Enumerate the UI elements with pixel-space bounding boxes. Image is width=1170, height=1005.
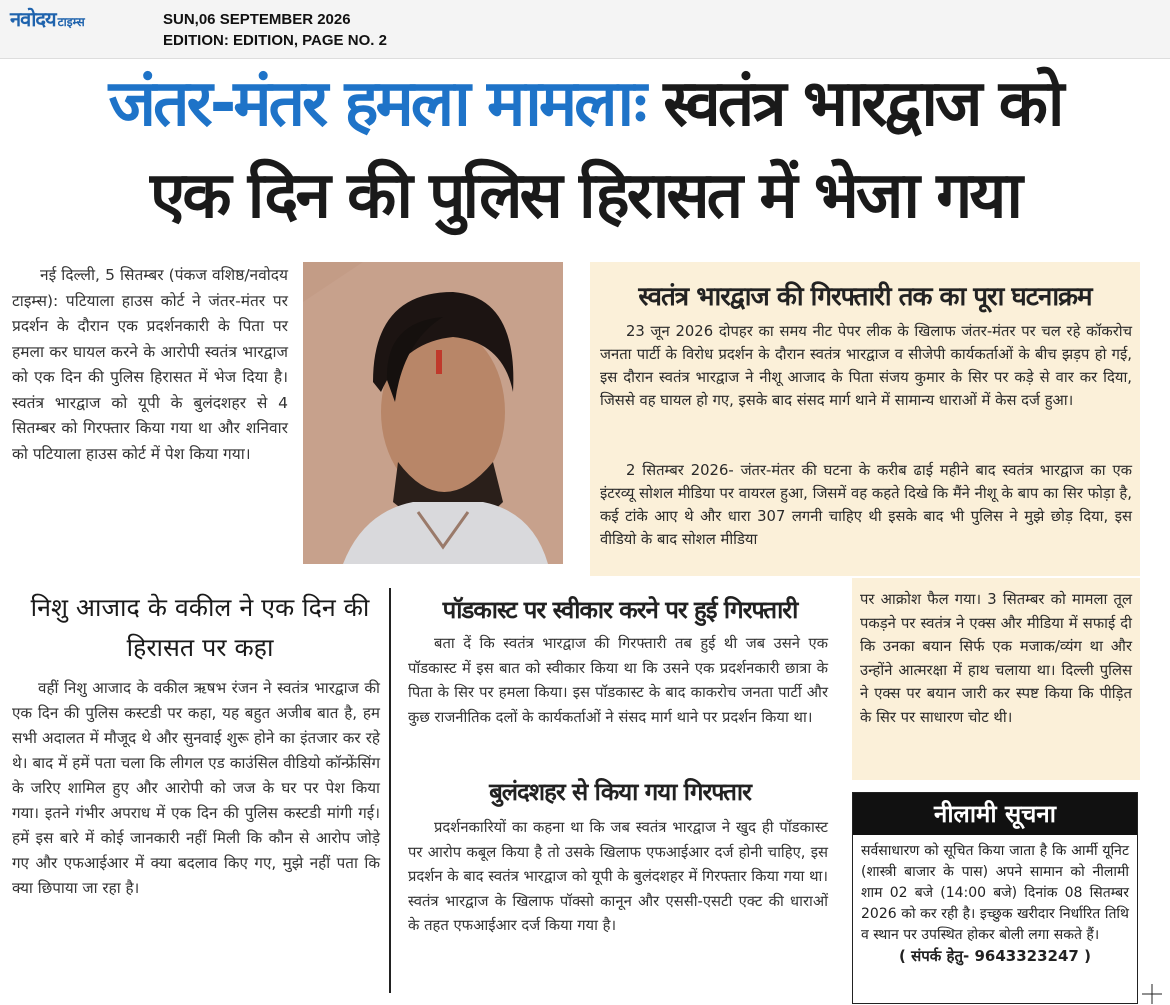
- lead-article-text: नई दिल्ली, 5 सितम्बर (पंकज वशिष्ठ/नवोदय टाइम्स): पटियाला हाउस कोर्ट ने जंतर-मंतर पर प्रदर्शन के दौरान एक प्रदर्शनकारी के पिता पर हमला कर घायल करने के आरोपी स्वतंत्र भारद्वाज को एक दिन की पुलिस हिरासत में भेज दिया है। स्वतंत्र भारद्वाज को यूपी के बुलंदशहर से 4 सितम्बर को गिरफ्तार किया गया था और शनिवार को पटियाला हाउस कोर्ट में पेश किया गया।: [12, 266, 288, 463]
- accused-photo: [303, 262, 563, 564]
- headline-line2: एक दिन की पुलिस हिरासत में भेजा गया: [149, 159, 1020, 233]
- timeline-box: [590, 262, 1140, 576]
- timeline-continued-box: [852, 578, 1140, 780]
- auction-notice-contact: ( संपर्क हेतु- 9643323247 ): [899, 947, 1091, 965]
- auction-notice-title: नीलामी सूचना: [853, 793, 1137, 835]
- headline-part1: जंतर-मंतर हमला मामलाः: [108, 67, 644, 141]
- edition-line: EDITION: EDITION, PAGE NO. 2: [163, 32, 387, 49]
- arrest-story-title: बुलंदशहर से किया गया गिरफ्तार: [489, 778, 751, 806]
- auction-notice: [852, 792, 1138, 1004]
- auction-notice-text: सर्वसाधारण को सूचित किया जाता है कि आर्मी यूनिट (शास्त्री बाजार के पास) अपने सामान को नीलामी शाम 02 बजे (14:00 बजे) दिनांक 08 सितम्बर 2026 को कर रही है। इच्छुक खरीदार निर्धारित तिथि व स्थान पर उपस्थित होकर बोली लगा सकते हैं।: [861, 843, 1129, 943]
- newspaper-logo[interactable]: [10, 8, 85, 32]
- edition-info: [163, 9, 387, 51]
- lawyer-story-title: निशु आजाद के वकील ने एक दिन की हिरासत पर कहा: [30, 593, 370, 662]
- masthead-bar: [0, 0, 1170, 59]
- logo-main: नवोदय: [10, 7, 56, 31]
- main-headline: [0, 58, 1170, 242]
- timeline-title: स्वतंत्र भारद्वाज की गिरफ्तारी तक का पूरा घटनाक्रम: [638, 282, 1092, 312]
- logo-sub: टाइम्स: [57, 15, 85, 29]
- lawyer-story-text: वहीं निशु आजाद के वकील ऋषभ रंजन ने स्वतंत्र भारद्वाज की एक दिन की पुलिस कस्टडी पर कहा, यह बहुत अजीब बात है, हम सभी अदालत में मौजूद थे और सुनवाई शुरू होने का इंतजार कर रहे थे। बाद में हमें पता चला कि लीगल एड काउंसिल वीडियो कॉन्फ्रेंसिंग के जरिए शामिल हुए और आरोपी को जज के घर पर पेश किया गया। इतने गंभीर अपराध में एक दिन की पुलिस कस्टडी मांगी गई। हमें इस बारे में कोई जानकारी नहीं मिली कि कौन से आरोप जोड़े गए और एफआईआर में क्या बदलाव किए गए, मुझे नहीं पता कि क्या छिपाया जा रहा है।: [12, 679, 380, 897]
- podcast-story-text: बता दें कि स्वतंत्र भारद्वाज की गिरफ्तारी तब हुई थी जब उसने एक पॉडकास्ट में इस बात को स्वीकार किया था कि उसने एक प्रदर्शनकारी छात्रा के पिता के सिर पर हमला किया। इस पॉडकास्ट के बाद काकरोच जनता पार्टी और कुछ राजनीतिक दलों के कार्यकर्ताओं ने संसद मार्ग थाने पर प्रदर्शन किया था।: [408, 635, 828, 726]
- person-portrait-icon: [303, 262, 563, 564]
- crop-mark-icon: [1142, 984, 1162, 1004]
- timeline-continued: पर आक्रोश फैल गया। 3 सितम्बर को मामला तूल पकड़ने पर स्वतंत्र ने एक्स और मीडिया में सफाई दी कि उनका बयान सिर्फ एक मजाक/व्यंग था और उन्होंने आत्मरक्षा में हाथ चलाया था। दिल्ली पुलिस ने एक्स पर बयान जारी कर स्पष्ट किया कि पीड़ित के सिर पर साधारण चोट थी।: [860, 591, 1132, 726]
- timeline-para2: 2 सितम्बर 2026- जंतर-मंतर की घटना के करीब ढाई महीने बाद स्वतंत्र भारद्वाज का एक इंटरव्यू सोशल मीडिया पर वायरल हुआ, जिसमें वह कहते दिखे कि मैंने नीशू के बाप का सिर फोड़ा है, कई टांके आए थे और धारा 307 लगनी चाहिए थी इसके बाद भी पुलिस ने मुझे छोड़ दिया, इस वीडियो के बाद सोशल मीडिया: [600, 462, 1132, 548]
- arrest-story-text: प्रदर्शनकारियों का कहना था कि जब स्वतंत्र भारद्वाज ने खुद ही पॉडकास्ट पर आरोप कबूल किया है तो उसके खिलाफ एफआईआर दर्ज होनी चाहिए, इस प्रदर्शन के बाद स्वतंत्र भारद्वाज को यूपी के बुलंदशहर में गिरफ्तार किया गया था। स्वतंत्र भारद्वाज के खिलाफ पॉक्सो कानून और एससी-एसटी एक्ट की धाराओं के तहत एफआईआर दर्ज किया गया है।: [408, 819, 828, 934]
- headline-part2: स्वतंत्र भारद्वाज को: [663, 67, 1062, 141]
- timeline-para1: 23 जून 2026 दोपहर का समय नीट पेपर लीक के खिलाफ जंतर-मंतर पर चल रहे कॉकरोच जनता पार्टी के विरोध प्रदर्शन के दौरान स्वतंत्र भारद्वाज व सीजेपी कार्यकर्ताओं के बीच झड़प हो गई, इस दौरान स्वतंत्र भारद्वाज ने नीशू आजाद के पिता संजय कुमार के सिर पर कड़े से वार कर दिया, जिससे वह घायल हो गए, इसके बाद संसद मार्ग थाने में सामान्य धाराओं में केस दर्ज हुआ।: [600, 323, 1132, 409]
- lead-article: [12, 263, 288, 568]
- auction-notice-body: [853, 835, 1137, 973]
- headline-line1: [0, 58, 1170, 150]
- podcast-story-title: पॉडकास्ट पर स्वीकार करने पर हुई गिरफ्तारी: [442, 596, 798, 624]
- column-divider: [389, 588, 391, 993]
- date-line: SUN,06 SEPTEMBER 2026: [163, 11, 351, 28]
